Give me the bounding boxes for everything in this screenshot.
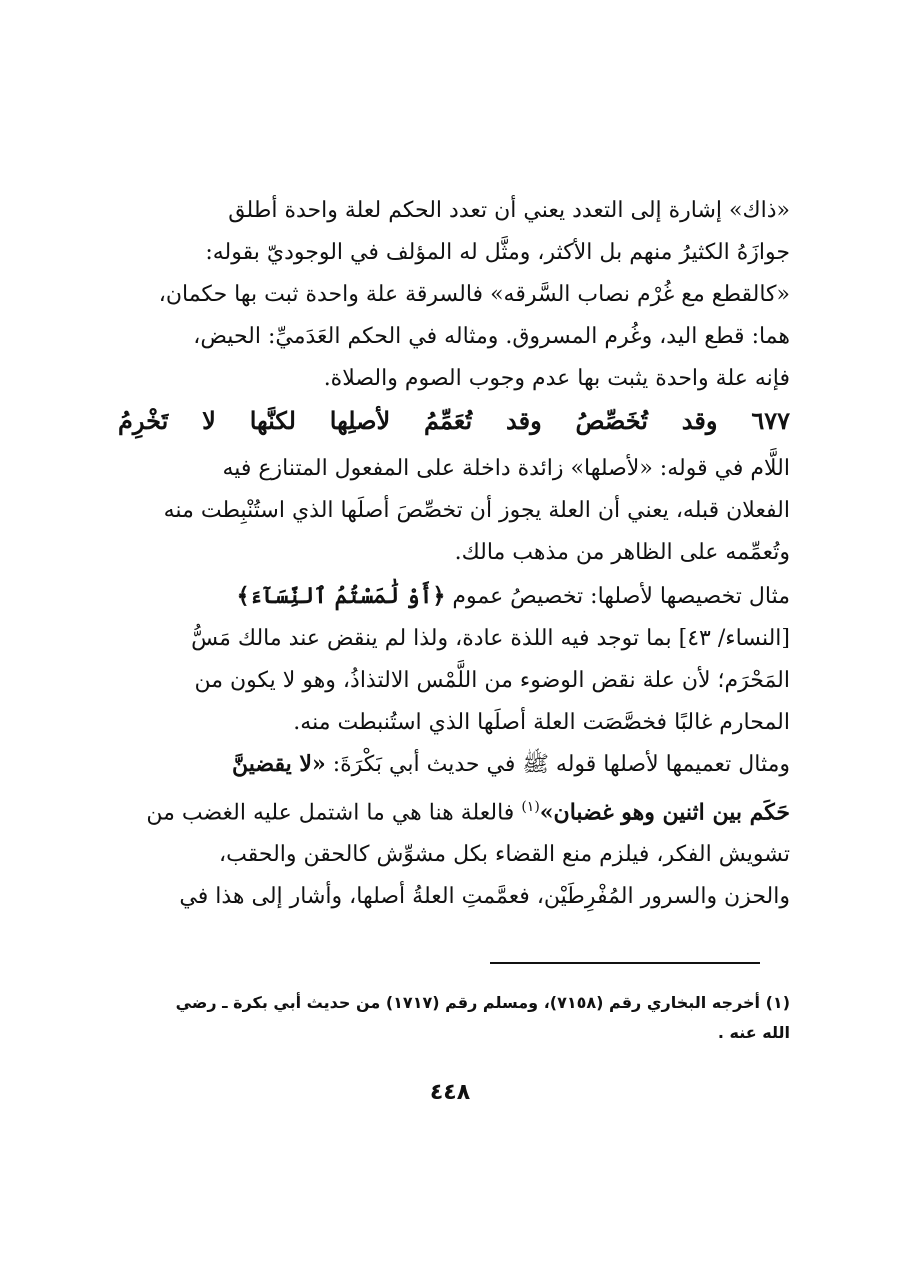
hadith-start: «لا يقضينَّ: [232, 751, 326, 777]
text-line: هما: قطع اليد، وغُرم المسروق. ومثاله في الحكم العَدَميِّ: الحيض،: [193, 324, 790, 349]
verse-line: [118, 400, 790, 442]
footnote-separator: [490, 962, 760, 964]
hadith-end: حَكَم بين اثنين وهو غضبان»: [539, 799, 790, 826]
text-line: الفعلان قبله، يعني أن العلة يجوز أن تخصِّصَ أصلَها الذي استُنْبِطت منه: [163, 498, 790, 523]
line-rest: فالعلة هنا هي ما اشتمل عليه الغضب من: [146, 800, 522, 826]
page-number: ٤٤٨: [429, 1080, 471, 1105]
paragraph-2: [118, 448, 790, 574]
verse-number: ٦٧٧: [751, 406, 790, 435]
quran-verse: ﴿أَوْ لَٰمَسْتُمُ ٱلنِّسَآءَ﴾: [236, 583, 446, 609]
footnote-line: (١) أخرجه البخاري رقم (٧١٥٨)، ومسلم رقم (١٧١٧) من حديث أبي بكرة ـ رضي: [175, 993, 790, 1012]
text-line: والحزن والسرور المُفْرِطَيْن، فعمَّمتِ العلةُ أصلها، وأشار إلى هذا في: [179, 884, 790, 910]
text-line: تشويش الفكر، فيلزم منع القضاء بكل مشوِّش كالحقن والحقب،: [219, 842, 790, 868]
text-line: اللَّام في قوله: «لأصلها» زائدة داخلة على المفعول المتنازع فيه: [222, 456, 790, 481]
line-prefix: مثال تخصيصها لأصلها: تخصيصُ عموم: [452, 584, 790, 609]
text-line: المحارم غالبًا فخصَّصَت العلة أصلَها الذي استُنبطت منه.: [293, 710, 790, 735]
paragraph-4: [118, 743, 790, 918]
paragraph-3: [118, 575, 790, 744]
footnote-line: الله عنه .: [717, 1023, 790, 1042]
verse-text: [118, 400, 790, 442]
text-line: [118, 786, 790, 834]
text-line: [118, 575, 790, 618]
text-line: فإنه علة واحدة يثبت بها عدم وجوب الصوم والصلاة.: [323, 366, 790, 391]
footnote-ref[interactable]: (١): [521, 799, 540, 815]
text-line: [النساء/ ٤٣] بما توجد فيه اللذة عادة، ولذا لم ينقض عند مالك مَسُّ: [191, 626, 790, 651]
text-line: جوازَهُ الكثيرُ منهم بل الأكثر، ومثَّل له المؤلف في الوجوديّ بقوله:: [205, 240, 790, 265]
text-line: وتُعمِّمه على الظاهر من مذهب مالك.: [454, 540, 790, 565]
text-line: «ذاك» إشارة إلى التعدد يعني أن تعدد الحكم لعلة واحدة أطلق: [228, 198, 790, 223]
verse-body: وقد تُخَصِّصُ وقد تُعَمِّمُ لأصلِها لكنَّها لا تَخْرِمُ: [118, 406, 718, 435]
text-line: «كالقطع مع غُرْم نصاب السَّرقه» فالسرقة علة واحدة ثبت بها حكمان،: [158, 282, 790, 307]
paragraph-1: [118, 190, 790, 400]
text-line: [118, 743, 790, 786]
text-line: المَحْرَم؛ لأن علة نقض الوضوء من اللَّمْس الالتذاذُ، وهو لا يكون من: [194, 668, 790, 693]
line-prefix: ومثال تعميمها لأصلها قوله ﷺ في حديث أبي بَكْرَةَ:: [332, 752, 790, 777]
footnote: [118, 988, 790, 1048]
